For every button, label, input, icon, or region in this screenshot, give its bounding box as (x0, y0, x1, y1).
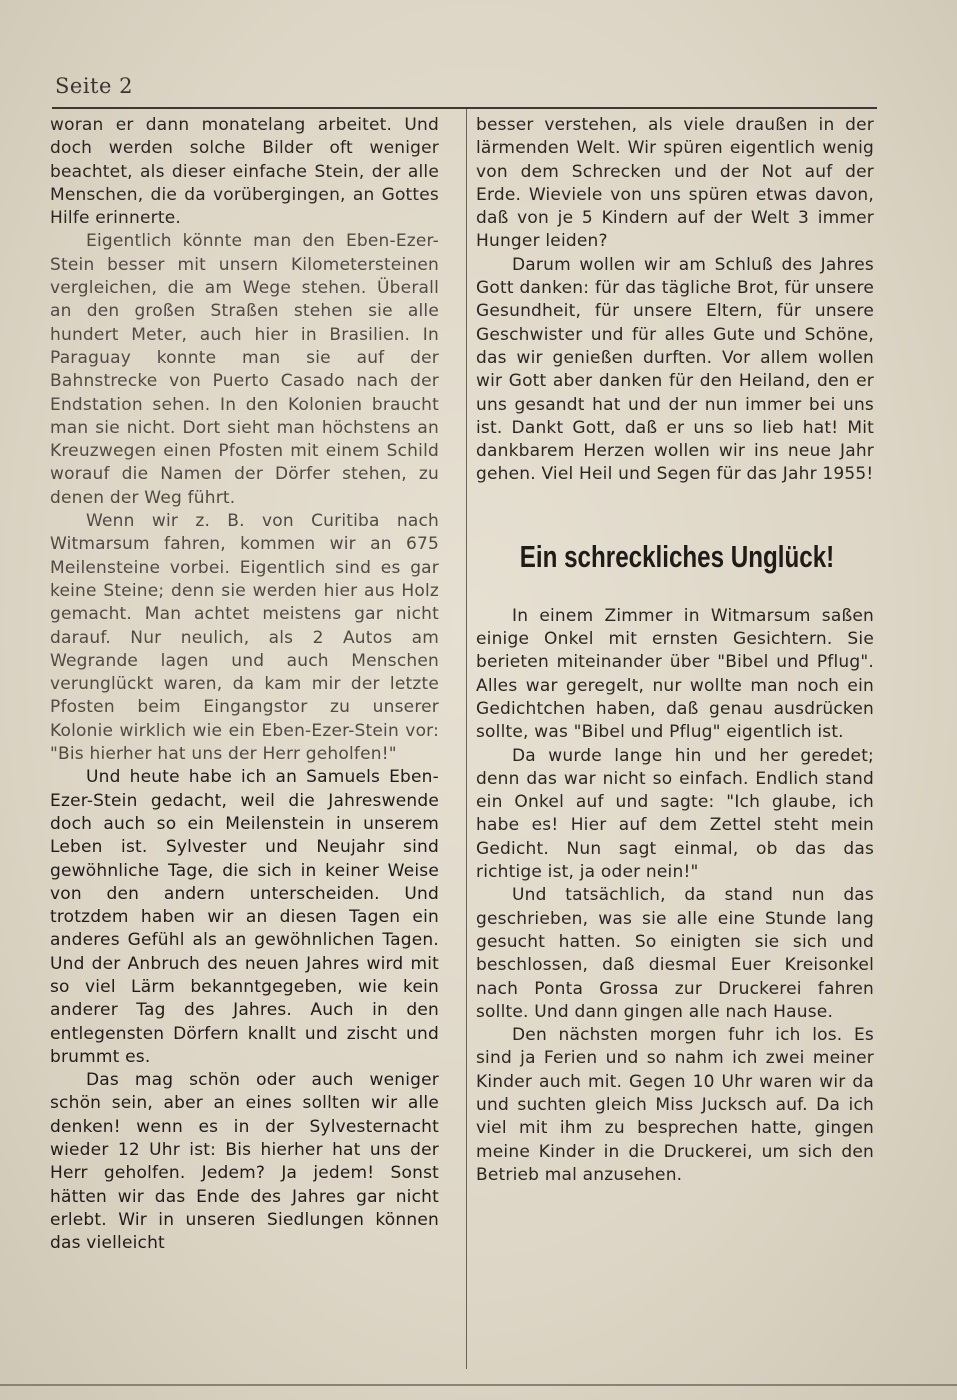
paragraph: Darum wollen wir am Schluß des Jahres Gott danken: für das tägliche Brot, für unsere Gesundheit, für unsere Eltern, für unsere Geschwister und für alles Gute und Schöne, das wir genießen durften. Vor allem wollen wir Gott aber danken für den Heiland, den er uns gesandt hat und der nun immer bei uns ist. Dankt Gott, daß er uns so lieb hat! Mit dankbarem Herzen wollen wir ins neue Jahr gehen. Viel Heil und Segen für das Jahr 1955! (476, 254, 874, 485)
header-rule (52, 107, 877, 109)
paragraph: Das mag schön oder auch weniger schön sein, aber an eines sollten wir alle denken! wenn es in der Sylvesternacht wieder 12 Uhr ist: Bis hierher hat uns der Herr geholfen. Jedem? Ja jedem! Sonst hätten wir das Ende des Jahres gar nicht erlebt. Wir in unseren Siedlungen können das vielleicht (50, 1070, 439, 1254)
paragraph: besser verstehen, als viele draußen in der lärmenden Welt. Wir spüren eigentlich wenig von dem Schrecken und der Not auf der Erde. Wieviele von uns spüren etwas davon, daß von je 5 Kindern auf der Welt 3 immer Hunger leiden? (476, 115, 874, 252)
paragraph: Und tatsächlich, da stand nun das geschrieben, was sie alle eine Stunde lang gesucht hatten. So einigten sie sich und beschlossen, daß diesmal Euer Kreisonkel nach Ponta Grossa zur Druckerei fahren sollte. Und dann gingen alle nach Hause. (476, 885, 874, 1022)
left-column (50, 114, 439, 1256)
paragraph: In einem Zimmer in Witmarsum saßen einige Onkel mit ernsten Gesichtern. Sie berieten miteinander über "Bibel und Pflug". Alles war geregelt, nur wollte man noch ein Gedichtchen haben, daß genau ausdrücken sollte, was "Bibel und Pflug" eigentlich ist. (476, 605, 874, 743)
right-column (476, 114, 874, 1187)
article-headline: Ein schreckliches Unglück! (519, 538, 835, 574)
paragraph: Da wurde lange hin und her geredet; denn das war nicht so einfach. Endlich stand ein Onkel auf und sagte: "Ich glaube, ich habe es! Hier auf dem Zettel steht mein Gedicht. Nun sagt einmal, ob das das richtige ist, ja oder nein!" (476, 745, 874, 883)
page-number: Seite 2 (55, 74, 133, 98)
paragraph: Den nächsten morgen fuhr ich los. Es sind ja Ferien und so nahm ich zwei meiner Kinder auch mit. Gegen 10 Uhr waren wir da und suchten gleich Miss Jucksch auf. Da ich viel mit ihm zu besprechen hatte, gingen meine Kinder in die Druckerei, um sich den Betrieb mal anzusehen. (476, 1025, 874, 1185)
paragraph: Und heute habe ich an Samuels Eben-Ezer-Stein gedacht, weil die Jahreswende doch auch so ein Meilenstein in unserem Leben ist. Sylvester und Neujahr sind gewöhnliche Tage, die sich in keiner Weise von den andern unterscheiden. Und trotzdem haben wir an diesen Tagen ein anderes Gefühl als an gewöhnlichen Tagen. Und der Anbruch des neuen Jahres wird mit so viel Lärm bekanntgegeben, wie kein anderer Tag des Jahres. Auch in den entlegensten Dörfern knallt und zischt und brummt es. (50, 767, 439, 1067)
column-divider (466, 109, 467, 1369)
page-bottom-edge (0, 1384, 957, 1386)
paragraph: woran er dann monatelang arbeitet. Und doch werden solche Bilder oft weniger beachtet, als dieser einfache Stein, der alle Menschen, die da vorübergingen, an Gottes Hilfe erinnerte. (50, 115, 439, 229)
paragraph: Wenn wir z. B. von Curitiba nach Witmarsum fahren, kommen wir an 675 Meilensteine vorbei. Eigentlich sind es gar keine Steine; denn sie werden hier aus Holz gemacht. Man achtet meistens gar nicht darauf. Nur neulich, als 2 Autos am Wegrande lagen und auch Menschen verunglückt waren, da kam mir der letzte Pfosten beim Eingangstor zu unserer Kolonie wirklich wie ein Eben-Ezer-Stein vor: "Bis hierher hat uns der Herr geholfen!" (50, 511, 439, 765)
paragraph: Eigentlich könnte man den Eben-Ezer-Stein besser mit unsern Kilometersteinen vergleichen, die am Wege stehen. Überall an den großen Straßen stehen sie alle hundert Meter, auch hier in Brasilien. In Paraguay konnte man sie auf der Bahnstrecke von Puerto Casado nach der Endstation sehen. In den Kolonien braucht man sie nicht. Dort sieht man höchstens an Kreuzwegen einen Pfosten mit einem Schild worauf die Namen der Dörfer stehen, zu denen der Weg führt. (50, 231, 439, 508)
